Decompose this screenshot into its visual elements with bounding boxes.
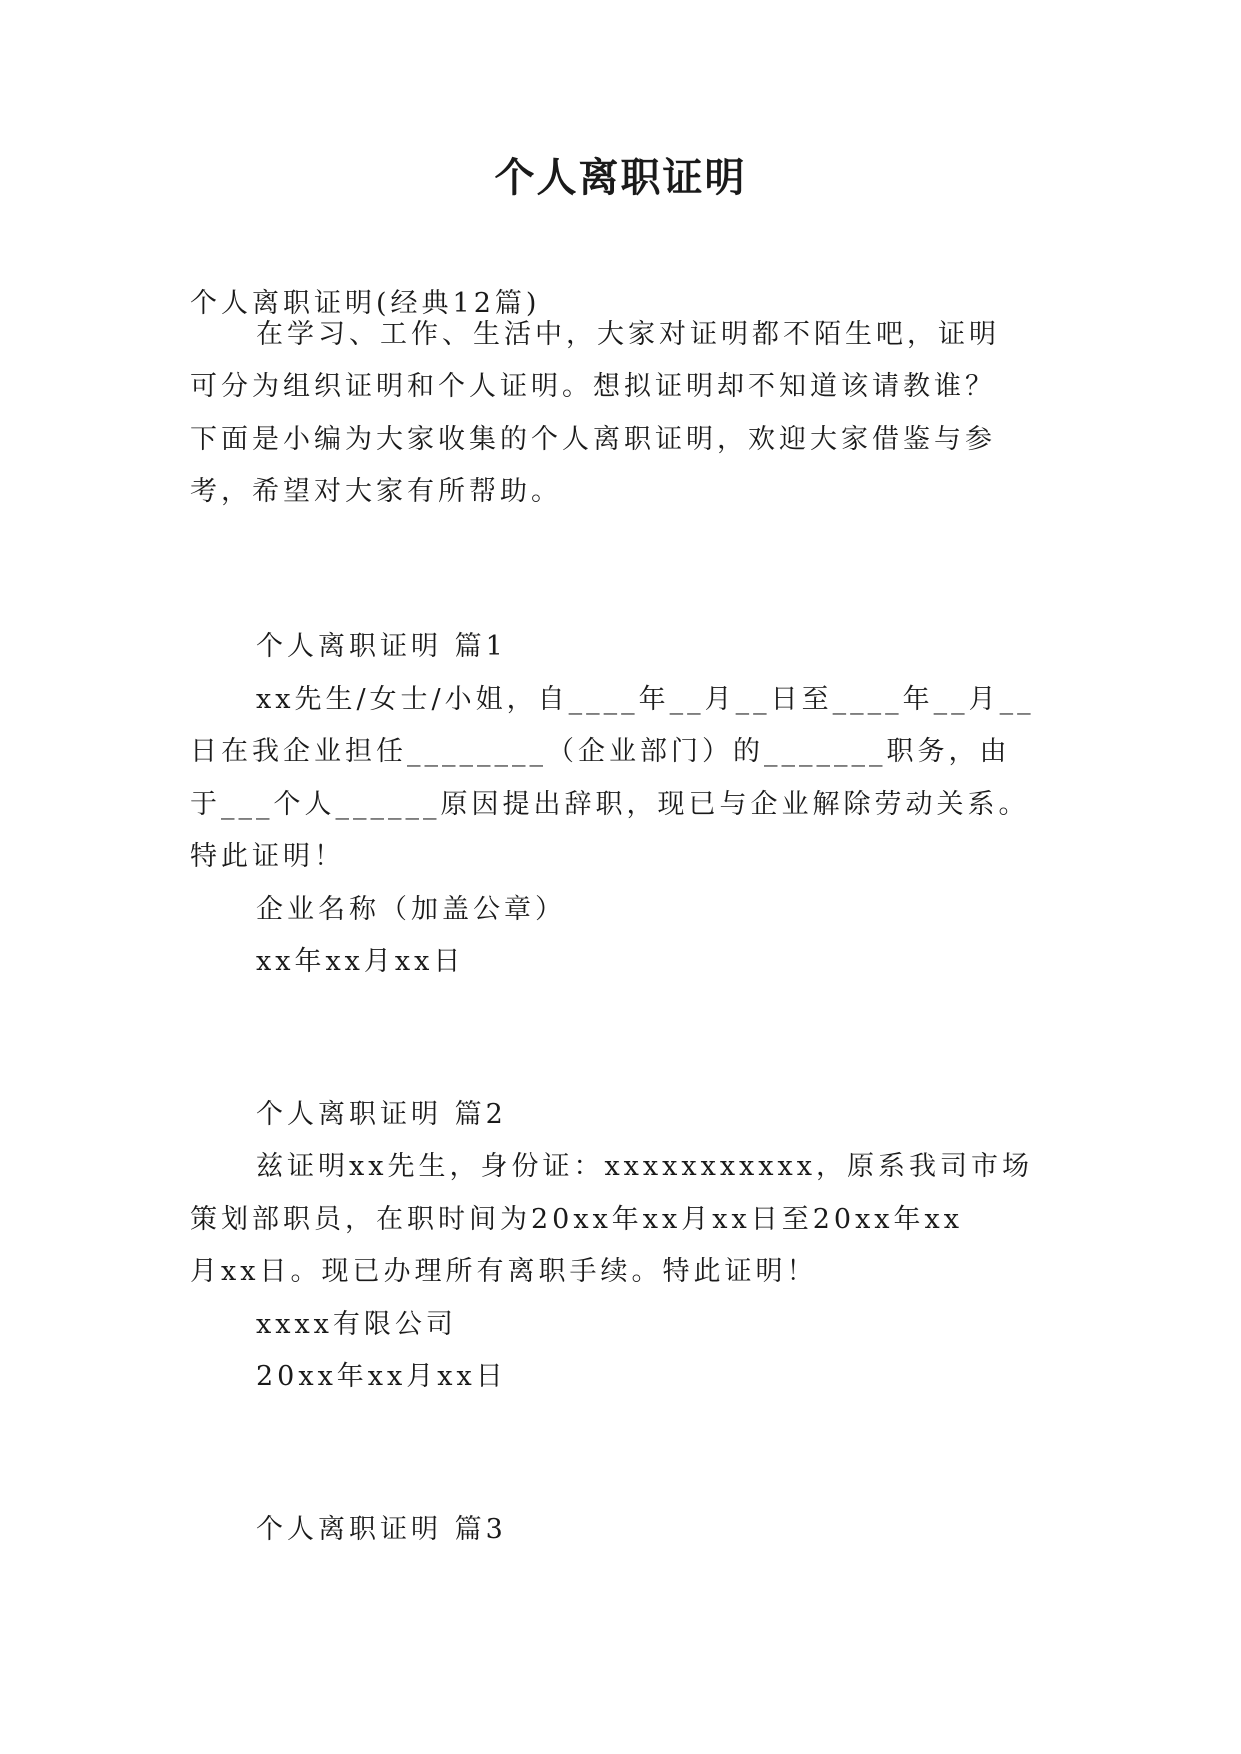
intro-line: 下面是小编为大家收集的个人离职证明，欢迎大家借鉴与参	[190, 424, 996, 455]
section-body-line: 策划部职员，在职时间为20xx年xx月xx日至20xx年xx	[190, 1204, 963, 1235]
intro-line: 考，希望对大家有所帮助。	[190, 476, 562, 507]
intro-line: 可分为组织证明和个人证明。想拟证明却不知道该请教谁？	[190, 371, 996, 402]
section-date: 20xx年xx月xx日	[256, 1361, 507, 1392]
section-date: xx年xx月xx日	[256, 946, 465, 977]
section-signature: xxxx有限公司	[256, 1309, 457, 1340]
section-heading: 个人离职证明 篇2	[256, 1099, 507, 1130]
document-title: 个人离职证明	[494, 154, 747, 201]
section-body-line: 月xx日。现已办理所有离职手续。特此证明！	[190, 1256, 818, 1287]
section-body-line: 日在我企业担任________（企业部门）的_______职务，由	[190, 736, 1011, 767]
section-signature: 企业名称（加盖公章）	[256, 894, 566, 925]
section-body-line: xx先生/女士/小姐，自____年__月__日至____年__月__	[256, 684, 1035, 715]
document-subtitle: 个人离职证明(经典12篇)	[190, 288, 541, 319]
section-heading: 个人离职证明 篇3	[256, 1514, 507, 1545]
intro-line: 在学习、工作、生活中，大家对证明都不陌生吧，证明	[256, 319, 1000, 350]
section-heading: 个人离职证明 篇1	[256, 631, 507, 662]
section-body-line: 于___个人______原因提出辞职，现已与企业解除劳动关系。	[190, 789, 1030, 820]
section-body-line: 兹证明xx先生，身份证：xxxxxxxxxxx，原系我司市场	[256, 1151, 1033, 1182]
section-body-line: 特此证明！	[190, 841, 345, 872]
